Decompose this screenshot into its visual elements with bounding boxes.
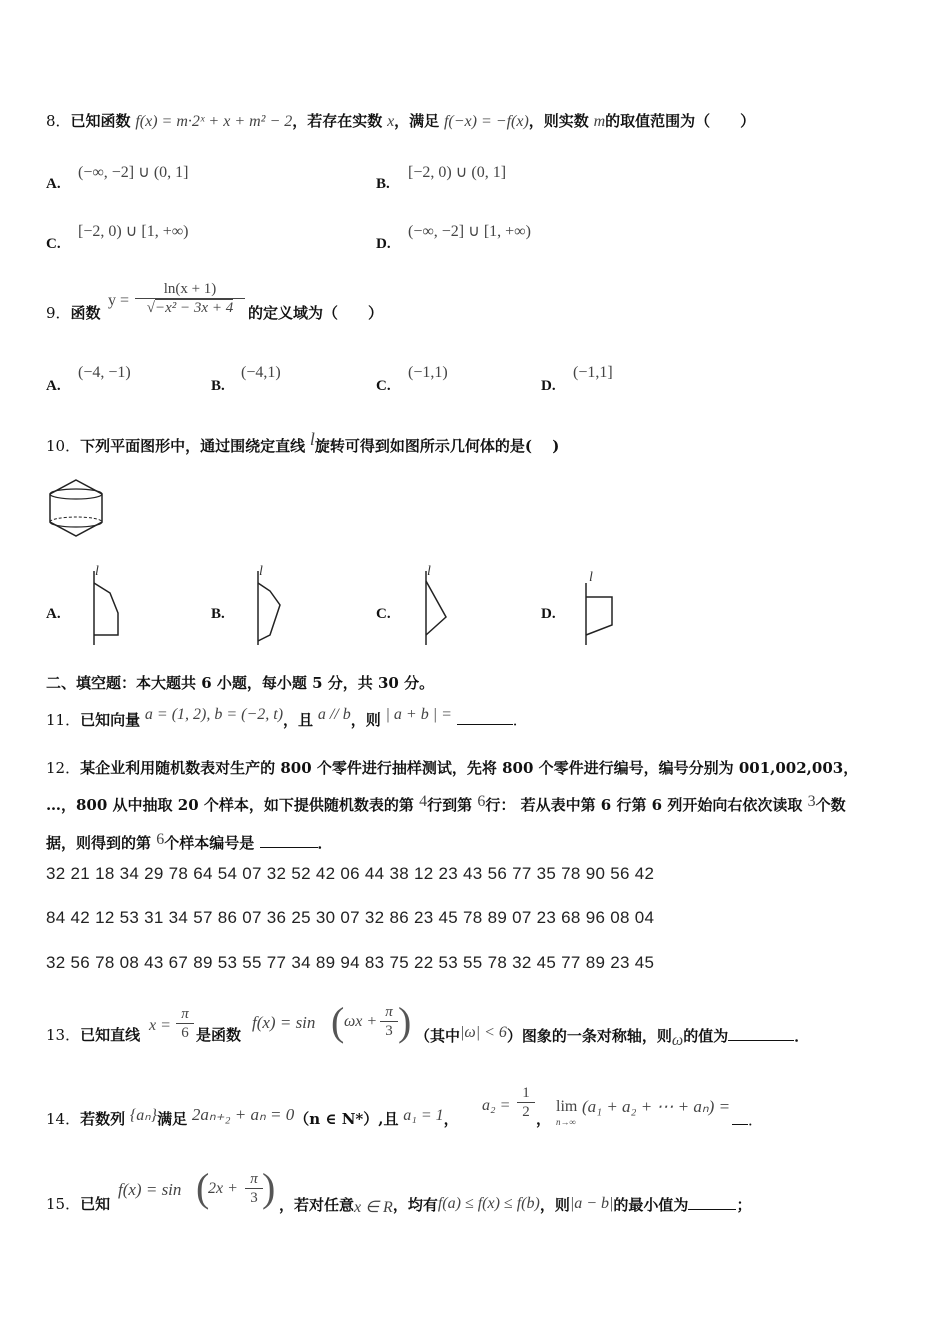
q13-stem: 13．已知直线 [46, 1026, 141, 1044]
q9-option-c[interactable]: C. (−1,1) [376, 364, 448, 394]
q15-stem: 15．已知 [46, 1195, 111, 1213]
q8-option-a[interactable]: A. (−∞, −2] ∪ (0, 1] [46, 164, 189, 192]
q8-option-d[interactable]: D. (−∞, −2] ∪ [1, +∞) [376, 223, 531, 252]
q10-option-b-figure [252, 565, 292, 649]
q9-option-b[interactable]: B. (−4,1) [211, 364, 281, 394]
axis-label-d: l [589, 570, 593, 585]
q9-option-d[interactable]: D. (−1,1] [541, 364, 613, 394]
q15-pi-over-3: $\frac{\pi}{3}$ [245, 1170, 263, 1207]
random-table-row-1: 32 21 18 34 29 78 64 54 07 32 52 42 06 44 38 12 23 43 56 77 35 78 90 56 42 [46, 864, 655, 883]
q10-stem: 10．下列平面图形中，通过围绕定直线 l旋转可得到如图所示几何体的是( ) [46, 429, 560, 455]
q13-pi-over-6: $\frac{\pi}{6}$ [176, 1005, 194, 1042]
q11-answer-blank[interactable] [457, 708, 513, 725]
q10-option-c-figure [420, 565, 460, 649]
axis-label-c: l [427, 564, 431, 579]
q10-option-d[interactable]: D. [541, 606, 556, 622]
q10-option-b[interactable]: B. [211, 606, 225, 622]
q12-line-2: …，800 从中抽取 20 个样本，如下提供随机数表的第 4行到第 6行： 若从表中第 6 行第 6 列开始向右依次读取 3个数 [46, 793, 846, 814]
q11-stem: 11．已知向量 a = (1, 2), b = (−2, t)，且 a // b，则 | a + b | = ． [46, 706, 528, 729]
q8-stem: 8．已知函数 f(x) = m·2ˣ + x + m² − 2，若存在实数 x，满足 f(−x) = −f(x)，则实数 m的取值范围为（ ） [46, 112, 756, 130]
random-table-row-3: 32 56 78 08 43 67 89 53 55 77 34 89 94 83 75 22 53 55 78 32 45 77 89 23 45 [46, 953, 655, 972]
q8-condition: f(−x) = −f(x) [443, 113, 529, 130]
axis-label-a: l [95, 564, 99, 579]
q13-pi-over-3: $\frac{\pi}{3}$ [380, 1003, 398, 1040]
q12-answer-blank[interactable] [260, 831, 318, 848]
q14-answer-blank[interactable] [732, 1108, 748, 1125]
q9-fraction: $\frac{\ln(x + 1)}{\text{√−x² − 3x + 4}}$ [135, 280, 245, 317]
q15-answer-blank[interactable] [688, 1193, 736, 1210]
q8-option-c[interactable]: C. [−2, 0) ∪ [1, +∞) [46, 223, 189, 252]
q10-option-c[interactable]: C. [376, 606, 391, 622]
q10-option-a-figure [88, 565, 128, 649]
q13-answer-blank[interactable] [728, 1024, 794, 1041]
q14-half: $\frac{1}{2}$ [517, 1084, 535, 1121]
exam-page: 8．已知函数 f(x) = m·2ˣ + x + m² − 2，若存在实数 x，满足 f(−x) = −f(x)，则实数 m的取值范围为（ ） A. (−∞, −2] ∪ (0, 1] B. [−2, 0) ∪ (0, 1] C. [−2, 0) ∪ [1, +∞) D. (−∞, −2] ∪ [1, +∞) 9．函数 y = $\frac{\ln(x + 1)}{\text{√−x² − 3x + 4}}$ 的定义域为（ ） A. (−4, −1) B. (−4,1) C. (−1,1) D. (−1,1] 10．下列平面图形中，通过围绕定直线 l旋转可得到如图所示几何体的是( ) A. l B. l C. l D. l 二、填空题：本大题共 6 小题，每小题 5 分，共 30 分。 11．已知向量 a = (1, 2), b = (−2, t)，且 a // b，则 | a + b | = ． 12．某企业利用随机数表对生产的 800 个零件进行抽样测试，先将 800 个零件进行编号，编号分别为 001,002,003， …，800 从中抽取 20 个样本，如下提供随机数表的第 4行到第 6行： 若从表中第 6 行第 6 列开始向右依次读取 3个数 据，则得到的第 6个样本编号是 ． 32 21 18 34 29 78 64 54 07 32 52 42 06 44 38 12 23 43 56 77 35 78 90 56 42 84 42 12 53 31 34 57 86 07 36 25 30 07 32 86 23 45 78 89 07 23 68 96 08 04 32 56 78 08 43 67 89 53 55 77 34 89 94 83 75 22 53 55 78 32 45 77 89 23 45 13．已知直线 x = $\frac{\pi}{6}$ 是函数 f(x) = sin ( ωx + $\frac{\pi}{3}$ ) （其中|ω| < 6）图象的一条对称轴，则ω的值为 ． 14．若数列 {aₙ}满足 2aₙ₊₂ + aₙ = 0（n ∈ N*）,且 a₁ = 1， a₂ = $\frac{1}{2}$ ， lim n→∞ (a₁ + a₂ + ⋯ + aₙ) = ． 15．已知 f(x) = sin ( 2x + $\frac{\pi}{3}$ ) ，若对任意x ∈ R，均有f(a) ≤ f(x) ≤ f(b)，则|a − b|的最小值为 ； [46, 112, 859, 1216]
q9-stem: 9．函数 [46, 304, 101, 322]
q10-option-d-figure [580, 565, 624, 649]
q10-option-a[interactable]: A. [46, 606, 61, 622]
q8-option-b[interactable]: B. [−2, 0) ∪ (0, 1] [376, 164, 507, 192]
q8-function: f(x) = m·2ˣ + x + m² − 2 [135, 113, 293, 130]
q14-stem: 14．若数列 {aₙ}满足 2aₙ₊₂ + aₙ = 0（n ∈ N*）,且 a₁ = 1， [46, 1105, 459, 1128]
section-2-title: 二、填空题：本大题共 6 小题，每小题 5 分，共 30 分。 [46, 674, 435, 692]
q9-option-a[interactable]: A. (−4, −1) [46, 364, 131, 394]
q10-solid-figure [48, 478, 108, 542]
q12-line-3: 据，则得到的第 6个样本编号是 ． [46, 831, 333, 852]
q9-stem-tail: 的定义域为（ ） [248, 304, 384, 322]
random-table-row-2: 84 42 12 53 31 34 57 86 07 36 25 30 07 32 86 23 45 78 89 07 23 68 96 08 04 [46, 908, 655, 927]
q12-line-1: 12．某企业利用随机数表对生产的 800 个零件进行抽样测试，先将 800 个零件进行编号，编号分别为 001,002,003， [46, 759, 859, 777]
axis-label-b: l [259, 564, 263, 579]
